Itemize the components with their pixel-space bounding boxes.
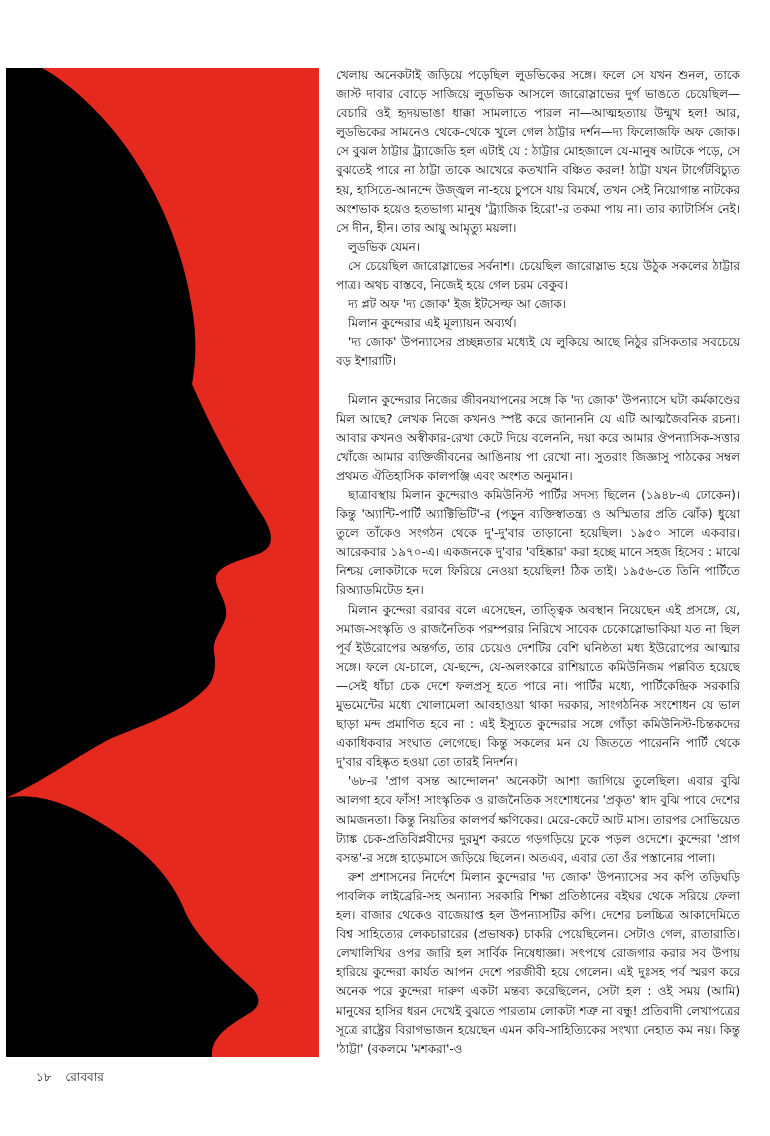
magazine-name: রোববার: [65, 1070, 104, 1084]
paragraph: ছাত্রাবস্থায় মিলান কুন্দেরাও কমিউনিস্ট পার্টির সদস্য ছিলেন (১৯৪৮-এ ঢোকেন)। কিন্তু 'অ্যান্টি-পার্টি অ্যাক্টিভিটি'-র (পড়ুন ব্যক্তিস্বাতন্ত্র্য ও অস্মিতার প্রতি ঝোঁক) ধুয়ো তুলে তাঁকেও সংগঠন থেকে দু'-দু'বার তাড়ানো হয়েছিল। ১৯৫০ সালে একবার। আরেকবার ১৯৭০-এ। একজনকে দু'বার 'বহিষ্কার' করা হচ্ছে মানে সহজ হিসেব : মাঝে নিশ্চয় লোকটাকে দলে ফিরিয়ে নেওয়া হয়েছিল! ঠিক তাই। ১৯৫৬-তে তিনি পার্টিতে রিঅ্যাডমিটেড হন।: [336, 487, 740, 598]
silhouette-svg: [6, 68, 319, 1057]
paragraph: রুশ প্রশাসনের নির্দেশে মিলান কুন্দেরার 'দ্য জোক' উপন্যাসের সব কপি তড়িঘড়ি পাবলিক লাইব্রেরি-সহ অন্যান্য সরকারি শিক্ষা প্রতিষ্ঠানের বইঘর থেকে সরিয়ে ফেলা হল। বাজার থেকেও বাজেয়াপ্ত হল উপন্যাসটির কপি। দেশের চলচ্চিত্র আকাদেমিতে বিশ্ব সাহিত্যের লেকচারারের (প্রভাষক) চাকরি পেয়েছিলেন। সেটাও গেল, রাতারাতি। লেখালিখির ওপর জারি হল সার্বিক নিষেধাজ্ঞা। সৎপথে রোজগার করার সব উপায় হারিয়ে কুন্দেরা কার্যত আপন দেশে পরজীবী হয়ে গেলেন। এই দুঃসহ পর্ব স্মরণ করে অনেক পরে কুন্দেরা দারুণ একটা মন্তব্য করেছিলেন, সেটা হল : ওই সময় (আমি) মানুষের হাসির ধরন দেখেই বুঝতে পারতাম লোকটা শত্রু না বন্ধু! প্রতিবাদী লেখাপত্রের সূত্রে রাষ্ট্রের বিরাগভাজন হয়েছেন এমন কবি-সাহিত্যিকের সংখ্যা নেহাত কম নয়। কিন্তু 'ঠাট্টা' (বকলমে 'মশকরা'-ও: [336, 869, 740, 1056]
paragraph: মিলান কুন্দেরার এই মূল্যায়ন অব্যর্থ।: [348, 316, 517, 331]
page-footer: [36, 1069, 114, 1089]
paragraph: সে চেয়েছিল জারোস্লাভের সর্বনাশ। চেয়েছিল জারোস্লাভ হয়ে উঠুক সকলের ঠাট্টার পাত্র। অথচ বাস্তবে, নিজেই হয়ে গেল চরম বেকুব।: [336, 258, 740, 293]
paragraph: দ্য প্লট অফ 'দ্য জোক' ইজ ইটসেল্ফ আ জোক।: [348, 297, 567, 312]
paragraph: মিলান কুন্দেরা বরাবর বলে এসেছেন, তাত্ত্বিক অবস্থান নিয়েছেন এই প্রসঙ্গে, যে, সমাজ-সংস্কৃতি ও রাজনৈতিক পরম্পরার নিরিখে সাবেক চেকোস্লোভাকিয়া যত না ছিল পূর্ব ইউরোপের অন্তর্গত, তার চেয়েও দেশটির বেশি ঘনিষ্ঠতা মধ্য ইউরোপের আত্মার সঙ্গে। ফলে যে-চালে, যে-ছন্দে, যে-অলংকারে রাশিয়াতে কমিউনিজম পল্লবিত হয়েছে—সেই ধাঁচা চেক দেশে ফলপ্রসূ হতে পারে না। পার্টির মধ্যে, পার্টিকেন্দ্রিক সরকারি মুভমেন্টের মধ্যে খোলামেলা আবহাওয়া থাকা দরকার, সাংগঠনিক সংশোধন যে ভাল ছাড়া মন্দ প্রমাণিত হবে না : এই ইস্যুতে কুন্দেরার সঙ্গে গোঁড়া কমিউনিস্ট-চিন্তকদের একাধিকবার সংঘাত লেগেছে। কিন্তু সকলের মন যে জিততে পারেননি পার্টি থেকে দু'বার বহিষ্কৃত হওয়া তো তারই নিদর্শন।: [336, 602, 740, 770]
paragraph: মিলান কুন্দেরার নিজের জীবনযাপনের সঙ্গে কি 'দ্য জোক' উপন্যাসে ঘটা কর্মকাণ্ডের মিল আছে? লেখক নিজে কখনও স্পষ্ট করে জানাননি যে এটি আত্মজৈবনিক রচনা। আবার কখনও অস্বীকার-রেখা কেটে দিয়ে বলেননি, দয়া করে আমার ঔপন্যাসিক-সত্তার খোঁজে আমার ব্যক্তিজীবনের আঙিনায় পা রেখো না। সুতরাং জিজ্ঞাসু পাঠকের সম্বল প্রথমত ঐতিহাসিক কালপঞ্জি এবং অংশত অনুমান।: [336, 392, 740, 483]
paragraph: খেলায় অনেকটাই জড়িয়ে পড়েছিল লুডভিকের সঙ্গে। ফলে সে যখন শুনল, তাকে জাস্ট দাবার বোড়ে সাজিয়ে লুডভিক আসলে জারোস্লাভের দুর্গ ভাঙতে চেয়েছিল—বেচারি ওই হৃদয়ভাঙা ধাক্কা সামলাতে পারল না—আত্মহত্যায় উন্মুখ হল! আর, লুডভিকের সামনেও থেকে-থেকে খুলে গেল ঠাট্টার দর্শন—দ্য ফিলোজফি অফ জোক। সে বুঝল ঠাট্টার ট্র্যাজেডি হল এটাই যে : ঠাট্টার মোহজালে যে-মানুষ আটকে পড়ে, সে বুঝতেই পারে না ঠাট্টা তাকে আখেরে কতখানি বঞ্চিত করল! ঠাট্টা যখন টার্গেটবিচ্যুত হয়, হাসিতে-আনন্দে উজ্জ্বল না-হয়ে চুপসে যায় বিমর্ষে, তখন সেই নিয়োগান্ত নাটকের অংশভাক হয়েও হতভাগ্য মানুষ 'ট্র্যাজিক হিরো'-র তকমা পায় না। তার ক্যাটার্সিস নেই। সে দীন, হীন। তার আয়ু আমৃত্যু ময়লা।: [336, 68, 740, 235]
article-body: [336, 66, 740, 1056]
page-number: ১৮: [36, 1070, 52, 1084]
paragraph: '৬৮-র 'প্রাগ বসন্ত আন্দোলন' অনেকটা আশা জাগিয়ে তুলেছিল। এবার বুঝি আলগা হবে ফাঁস! সাংস্কৃতিক ও রাজনৈতিক সংশোধনের 'প্রকৃত' স্বাদ বুঝি পাবে দেশের আমজনতা। কিন্তু নিয়তির কালপর্ব ক্ষণিকের। মেরে-কেটে আট মাস। তারপর সোভিয়েত ট্যাঙ্ক চেক-প্রতিবিপ্লবীদের দুরমুশ করতে গড়গড়িয়ে ঢুকে পড়ল ওদেশে। কুন্দেরা 'প্রাগ বসন্ত'-র সঙ্গে হাড়েমাসে জড়িয়ে ছিলেন। অতএব, এবার তো ওঁর পস্তানোর পালা।: [336, 774, 740, 865]
paragraph: লুডভিক যেমন।: [348, 239, 420, 254]
paragraph: 'দ্য জোক' উপন্যাসের প্রচ্ছন্নতার মধ্যেই যে লুকিয়ে আছে নিঠুর রসিকতার সবচেয়ে বড় ইশারাটি।: [336, 335, 740, 369]
two-face-silhouette-illustration: [6, 68, 319, 1057]
